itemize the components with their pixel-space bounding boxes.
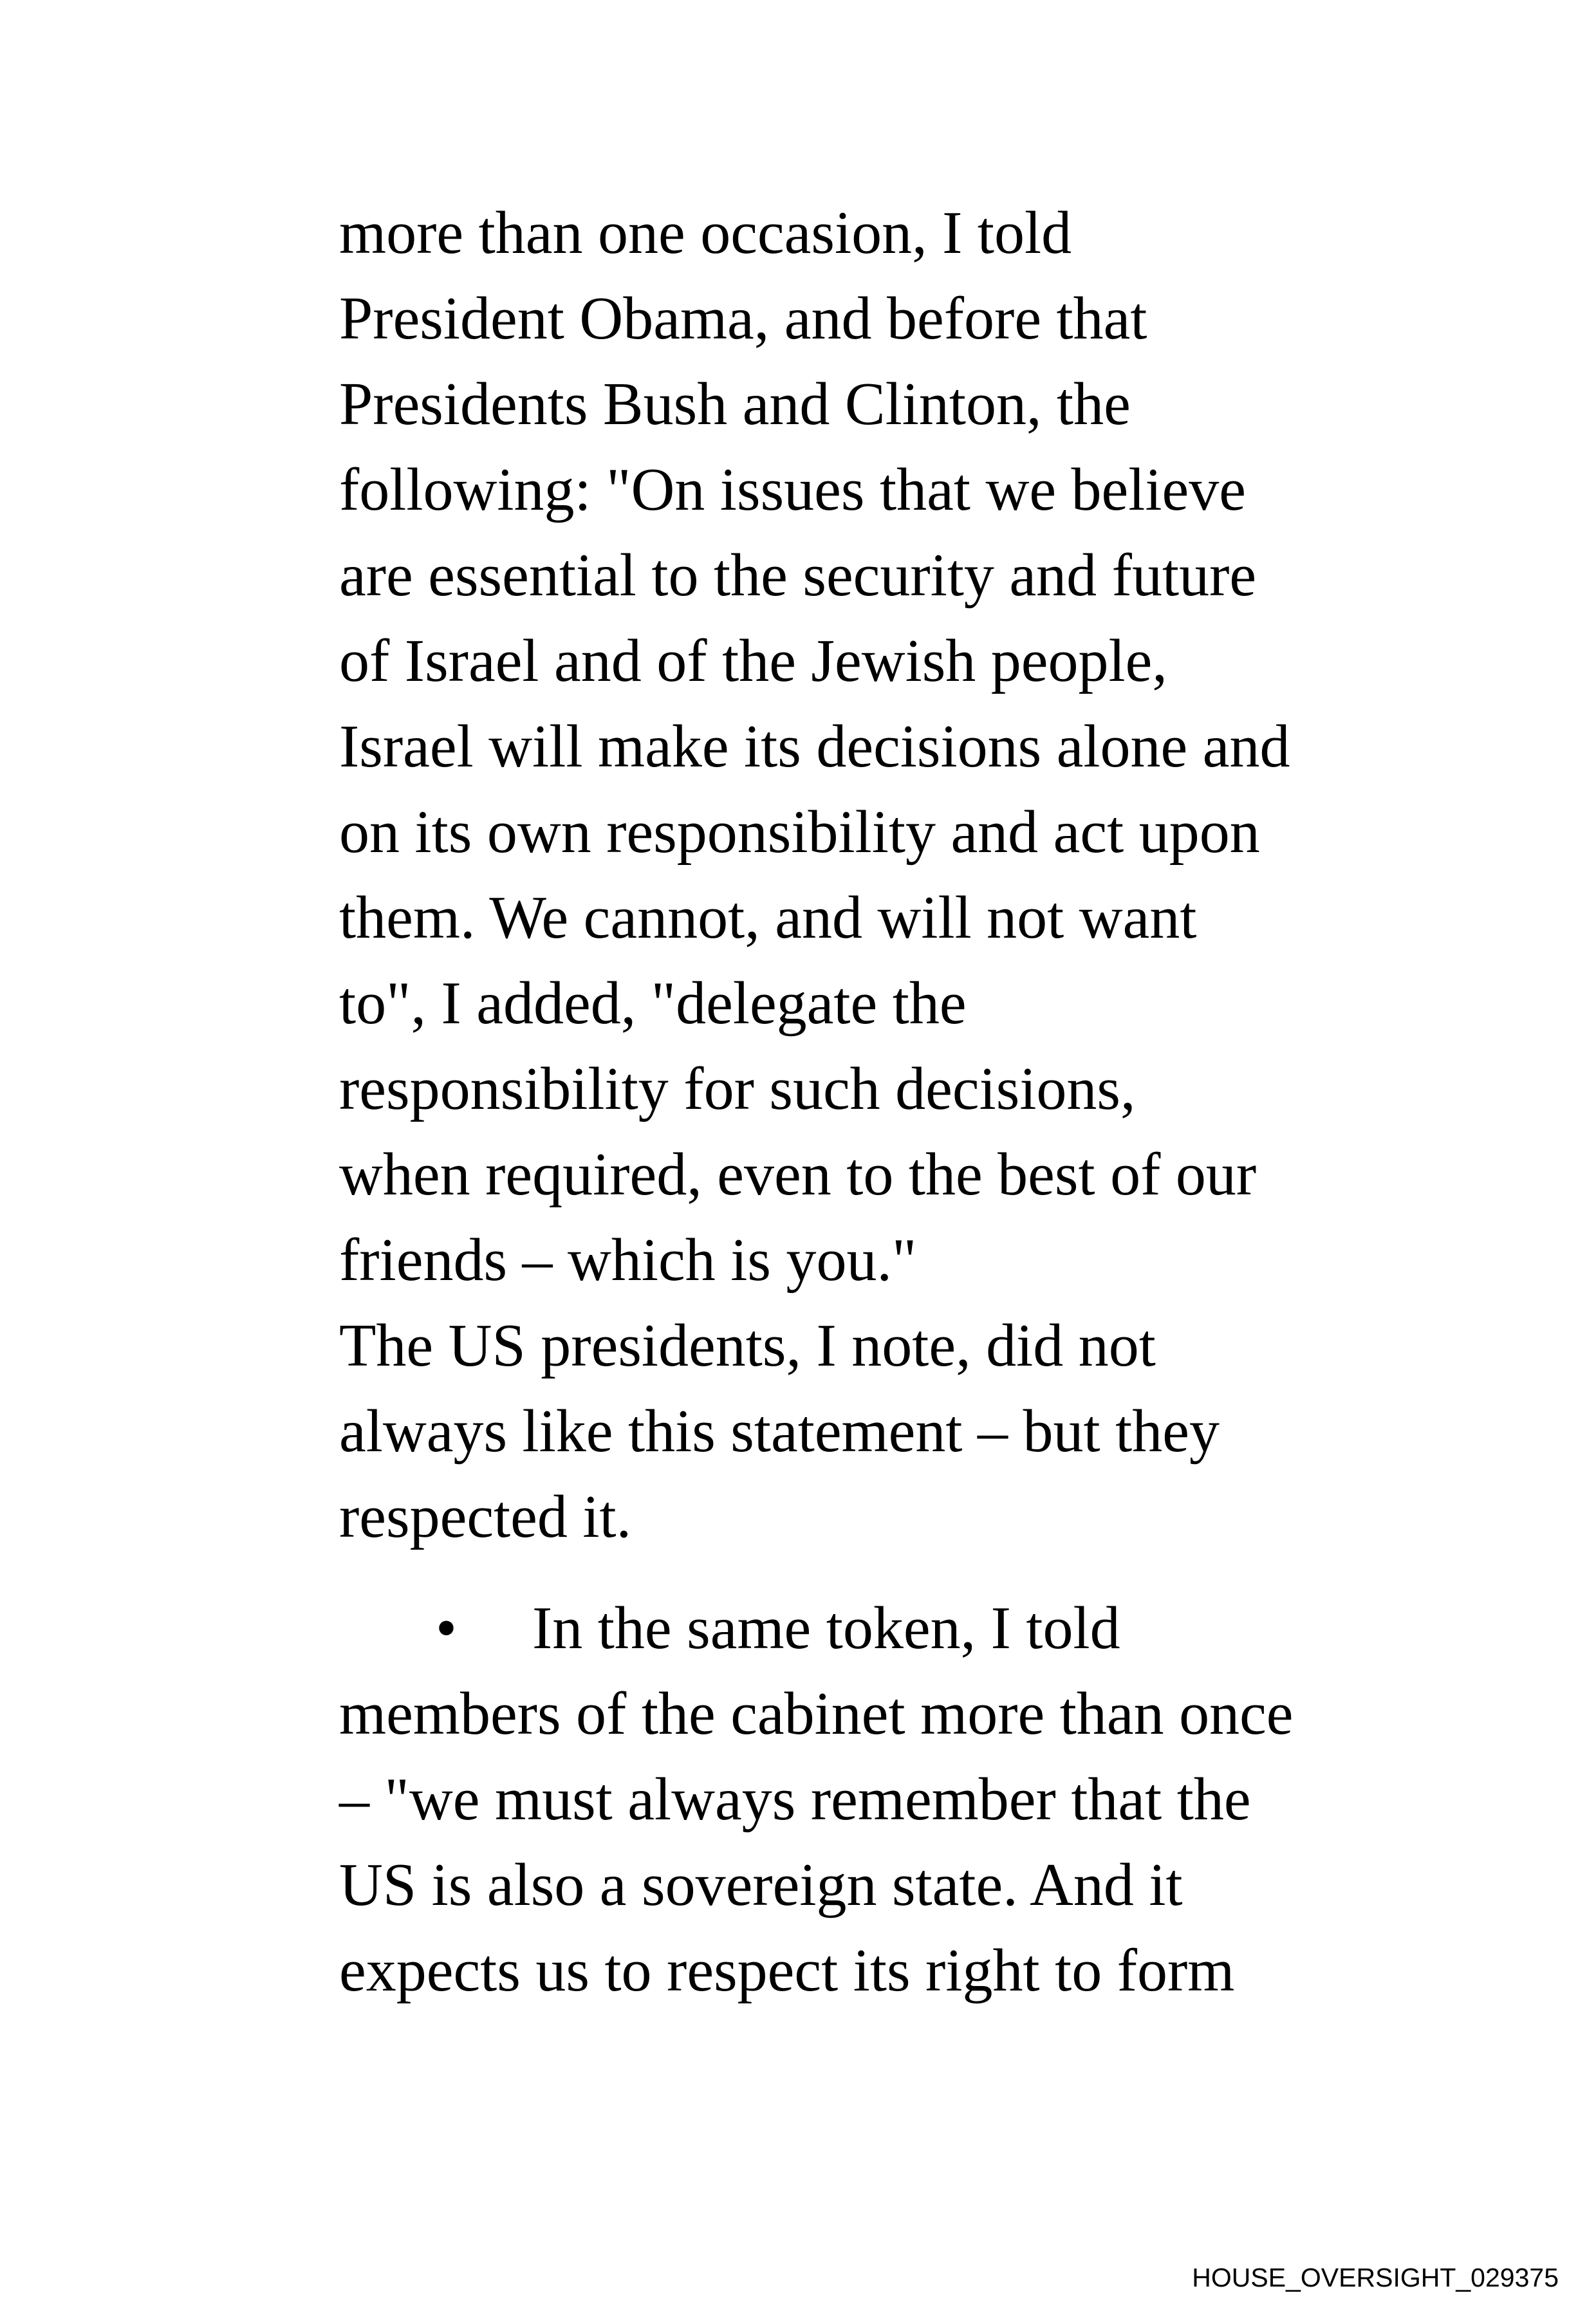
text-line: members of the cabinet more than once — [339, 1680, 1294, 1747]
bullet-first-line: In the same token, I told — [532, 1595, 1120, 1662]
bullet-icon: • — [436, 1595, 457, 1662]
bates-number: HOUSE_OVERSIGHT_029375 — [1192, 2263, 1559, 2292]
text-line: Israel will make its decisions alone and — [339, 713, 1290, 780]
body-text — [339, 190, 1395, 2014]
text-line: when required, even to the best of our — [339, 1141, 1257, 1208]
text-line: to", I added, "delegate the — [339, 970, 967, 1037]
text-line: always like this statement – but they — [339, 1398, 1220, 1465]
text-line: respected it. — [339, 1483, 632, 1550]
text-line: are essential to the security and future — [339, 542, 1257, 609]
text-line: of Israel and of the Jewish people, — [339, 627, 1167, 694]
text-line: – "we must always remember that the — [339, 1766, 1251, 1833]
text-line: following: "On issues that we believe — [339, 456, 1246, 523]
text-line: friends – which is you." — [339, 1227, 917, 1294]
text-line: more than one occasion, I told — [339, 200, 1072, 266]
text-line: them. We cannot, and will not want — [339, 884, 1197, 951]
text-line: expects us to respect its right to form — [339, 1937, 1235, 2004]
text-line: The US presidents, I note, did not — [339, 1312, 1156, 1379]
bullet-item — [339, 1586, 1395, 1671]
text-line: US is also a sovereign state. And it — [339, 1852, 1183, 1918]
text-line: President Obama, and before that — [339, 285, 1147, 352]
text-line: on its own responsibility and act upon — [339, 799, 1260, 866]
text-line: responsibility for such decisions, — [339, 1055, 1136, 1122]
text-line: Presidents Bush and Clinton, the — [339, 371, 1131, 438]
